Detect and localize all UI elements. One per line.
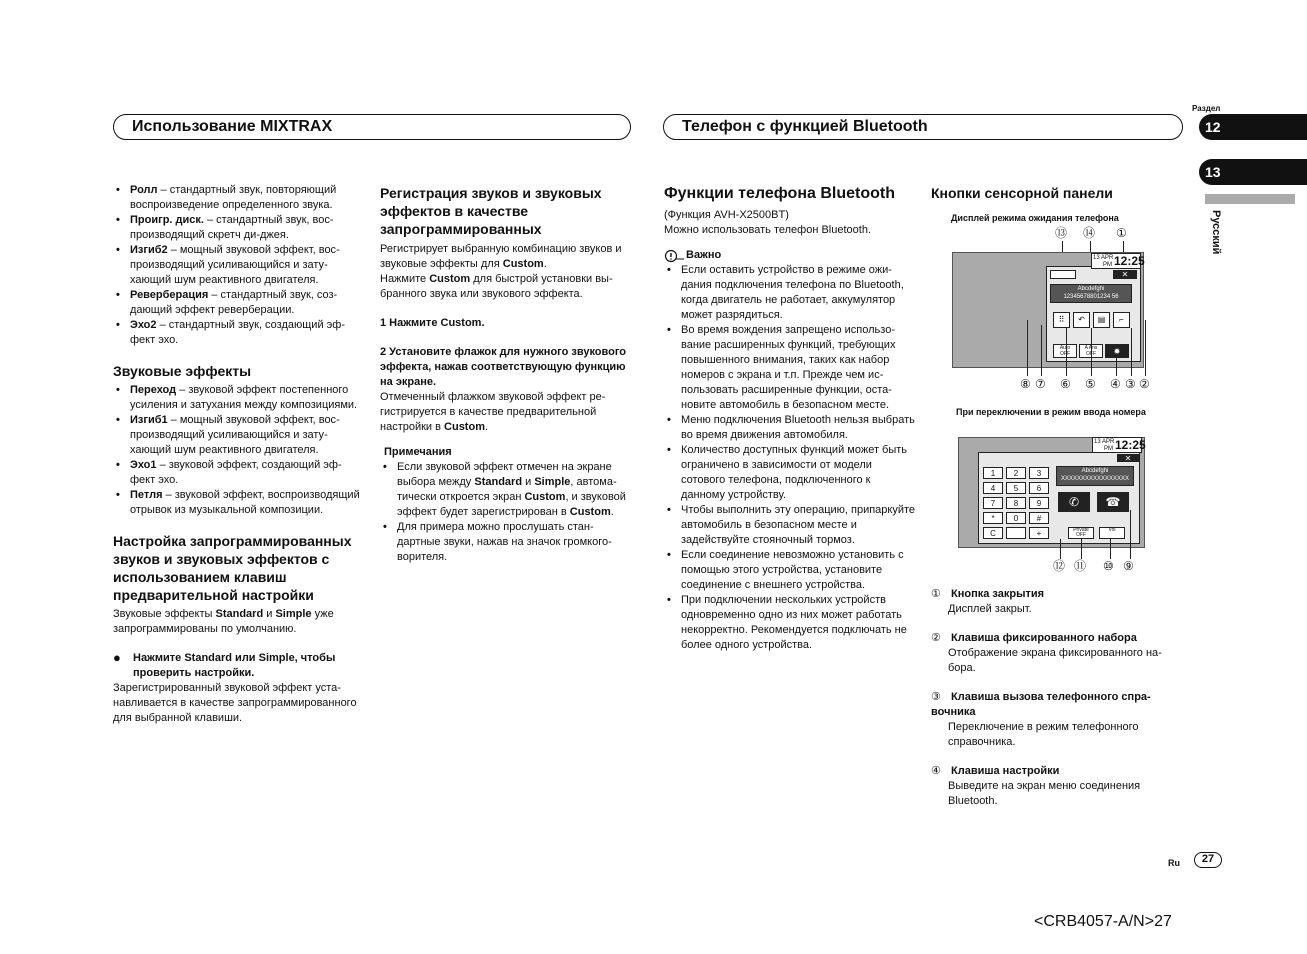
callout-10: ⑩ [1103, 559, 1114, 573]
register-intro: Регистрирует выбранную комбинацию звуков и звуковые эффекты для Custom. [380, 243, 622, 270]
callout-14: ⑭ [1083, 226, 1096, 240]
model-note: (Функция AVH-X2500BT) [664, 209, 789, 221]
definition-item: ④ Клавиша настройки Выведите на экран меню соединения Bluetooth. [931, 765, 1141, 807]
key-9[interactable]: 9 [1029, 497, 1049, 509]
clock: 13 APR PM 12:25 [1093, 254, 1145, 268]
list-item: • Эхо2 – стандартный звук, создающий эффект эхо. [113, 318, 363, 348]
heading-register: Регистрация звуков и звуковых эффектов в качестве запрограммированных [380, 185, 602, 237]
important-heading: Важно [664, 248, 916, 263]
callout-12: ⑫ [1053, 559, 1066, 573]
volume-button[interactable]: Vol [1099, 527, 1125, 539]
column-2 [380, 184, 632, 565]
list-item: • Изгиб1 – мощный звуковой эффект, воспроизводящий усиливающийся и затухающий шум реактивного двигателя. [113, 413, 363, 458]
close-button[interactable]: ✕ [1113, 270, 1137, 279]
key-1[interactable]: 1 [983, 467, 1003, 479]
effects-list-2 [113, 383, 363, 518]
end-call-button[interactable]: ☎ [1097, 492, 1129, 512]
list-item: • При подключении нескольких устройств одновременно одно из них может работать некорректно. Рекомендуется подключать не более одного устройства. [664, 593, 916, 653]
callout-11: ⑪ [1074, 559, 1087, 573]
list-item: • Для примера можно прослушать стандартные звуки, нажав на значок громкоговорителя. [380, 520, 632, 565]
call-history-icon[interactable]: ↶ [1073, 312, 1090, 328]
key-2[interactable]: 2 [1006, 467, 1026, 479]
callout-6: ⑥ [1060, 377, 1071, 391]
close-button[interactable]: ✕ [1117, 454, 1139, 462]
list-item: • Ролл – стандартный звук, повторяющий воспроизведение определенного звука. [113, 183, 363, 213]
callout-4: ④ [1110, 377, 1121, 391]
important-icon [664, 249, 684, 263]
page-number: 27 [1194, 852, 1222, 868]
phonebook-icon[interactable]: ▤ [1093, 312, 1110, 328]
list-item: • Если оставить устройство в режиме ожидания подключения телефона по Bluetooth, когда двигатель не работает, аккумулятор может разрядиться. [664, 263, 916, 323]
callout-3: ③ [1125, 377, 1136, 391]
section-header-mixtrax: Использование MIXTRAX [113, 114, 631, 140]
key-3[interactable]: 3 [1029, 467, 1049, 479]
callout-9: ⑨ [1123, 559, 1134, 573]
list-item: • Петля – звуковой эффект, воспроизводящий отрывок из музыкальной композиции. [113, 488, 363, 518]
key-clear[interactable]: C [983, 527, 1003, 539]
callout-7: ⑦ [1035, 377, 1046, 391]
key-5[interactable]: 5 [1006, 482, 1026, 494]
column-3 [664, 184, 916, 653]
definition-item: ① Кнопка закрытия Дисплей закрыт. [931, 588, 1045, 615]
call-button[interactable]: ✆ [1058, 492, 1090, 512]
private-mode-button[interactable]: Private OFF [1068, 527, 1094, 539]
list-item: • Изгиб2 – мощный звуковой эффект, воспроизводящий усиливающийся и затухающий шум реактивного двигателя. [113, 243, 363, 288]
step-2-text: Отмеченный флажком звуковой эффект регистрируется в качестве предварительной настройки в Custom. [380, 391, 606, 433]
key-4[interactable]: 4 [983, 482, 1003, 494]
heading-bt-functions: Функции телефона Bluetooth [664, 185, 895, 202]
step-2: 2 Установите флажок для нужного звукового эффекта, нажав соответствующую функцию на экране. [380, 346, 627, 388]
list-item: • Если звуковой эффект отмечен на экране выбора между Standard и Simple, автоматически откроется экран Custom, и звуковой эффект будет зарегистрирован в Custom. [380, 460, 632, 520]
clock: 13 APR PM 12:25 [1094, 438, 1146, 452]
list-item: • Если соединение невозможно установить с помощью этого устройства, установите соединение с внешнего устройства. [664, 548, 916, 593]
list-item: • Чтобы выполнить эту операцию, припаркуйте автомобиль в безопасном месте и задействуйте стояночный тормоз. [664, 503, 916, 548]
key-star[interactable]: * [983, 512, 1003, 524]
step-result: Зарегистрированный звуковой эффект устанавливается в качестве запрограммированного для выбранной клавиши. [113, 682, 357, 724]
key-hash[interactable]: # [1029, 512, 1049, 524]
auto-answer-button[interactable]: Auto OFF [1053, 344, 1077, 358]
preset-paragraph: Звуковые эффекты Standard и Simple уже запрограммированы по умолчанию. [113, 608, 334, 635]
bt-intro: Можно использовать телефон Bluetooth. [664, 224, 872, 236]
callout-1: ① [1116, 226, 1127, 240]
important-list [664, 263, 916, 653]
definition-item: ③ Клавиша вызова телефонного справочника Переключение в режим телефонного справочника. [931, 691, 1151, 748]
tab-section-13[interactable]: 13 [1199, 159, 1307, 185]
document-code: <CRB4057-A/N>27 [1034, 913, 1172, 930]
settings-icon[interactable]: ✹ [1105, 344, 1129, 358]
notes-list [380, 460, 632, 565]
callout-8: ⑧ [1020, 377, 1031, 391]
column-4 [931, 184, 1181, 226]
heading-touch-panel: Кнопки сенсорной панели [931, 185, 1113, 201]
key-7[interactable]: 7 [983, 497, 1003, 509]
phonebook-small-icon[interactable] [1050, 270, 1076, 279]
tab-bar [1205, 194, 1295, 204]
step-instruction: ● Нажмите Standard или Simple, чтобы проверить настройки. [113, 650, 336, 679]
callout-13: ⑬ [1055, 226, 1068, 240]
callout-2: ② [1139, 377, 1150, 391]
list-item: • Во время вождения запрещено использование расширенных функций, требующих повышенного внимания, таких как набор номеров с экрана и т.п. Прежде чем использовать расширенные функции, остановите автомобиль в безопасном месте. [664, 323, 916, 413]
notes-heading: Примечания [384, 446, 452, 458]
caption-dial-mode: При переключении в режим ввода номера [956, 407, 1146, 417]
key-empty[interactable] [1006, 527, 1026, 539]
key-8[interactable]: 8 [1006, 497, 1026, 509]
number-display: Abcdefghi XXXXXXXXXXXXXXXXX [1056, 466, 1134, 486]
section-header-bluetooth: Телефон с функцией Bluetooth [663, 114, 1183, 140]
preset-dial-icon[interactable]: ⌐ [1113, 312, 1130, 328]
language-label: Русский [1210, 210, 1222, 255]
keypad-icon[interactable]: ⠿ [1053, 312, 1070, 328]
key-6[interactable]: 6 [1029, 482, 1049, 494]
list-item: • Эхо1 – звуковой эффект, создающий эффект эхо. [113, 458, 363, 488]
heading-preset: Настройка запрограммированных звуков и звуковых эффектов с использованием клавиш предварительной настройки [113, 533, 352, 603]
list-item: • Переход – звуковой эффект постепенного усиления и затухания между композициями. [113, 383, 363, 413]
list-item: • Меню подключения Bluetooth нельзя выбрать во время движения автомобиля. [664, 413, 916, 443]
tab-section-12[interactable]: 12 [1199, 114, 1307, 140]
list-item: • Количество доступных функций может быть ограничено в зависимости от модели сотового телефона, подключенного к данному устройству. [664, 443, 916, 503]
step-1: 1 Нажмите Custom. [380, 317, 485, 329]
heading-sound-effects: Звуковые эффекты [113, 363, 252, 379]
caption-standby: Дисплей режима ожидания телефона [951, 213, 1119, 223]
register-intro-2: Нажмите Custom для быстрой установки выбранного звука или звукового эффекта. [380, 273, 613, 300]
key-plus[interactable]: + [1029, 527, 1049, 539]
column-1 [113, 183, 363, 726]
list-item: • Реверберация – стандартный звук, создающий эффект реверберации. [113, 288, 363, 318]
footer-language: Ru [1168, 858, 1180, 868]
definitions [931, 587, 1181, 809]
definition-item: ② Клавиша фиксированного набора Отображение экрана фиксированного набора. [931, 632, 1162, 674]
contact-display: Abcdefghi 12345678801234 56 [1050, 284, 1132, 303]
auto-refuse-button[interactable]: A Ans OFF [1079, 344, 1103, 358]
effects-list-1 [113, 183, 363, 348]
list-item: • Проигр. диск. – стандартный звук, воспроизводящий скретч ди-джея. [113, 213, 363, 243]
section-label: Раздел [1192, 104, 1221, 113]
callout-5: ⑤ [1085, 377, 1096, 391]
key-0[interactable]: 0 [1006, 512, 1026, 524]
